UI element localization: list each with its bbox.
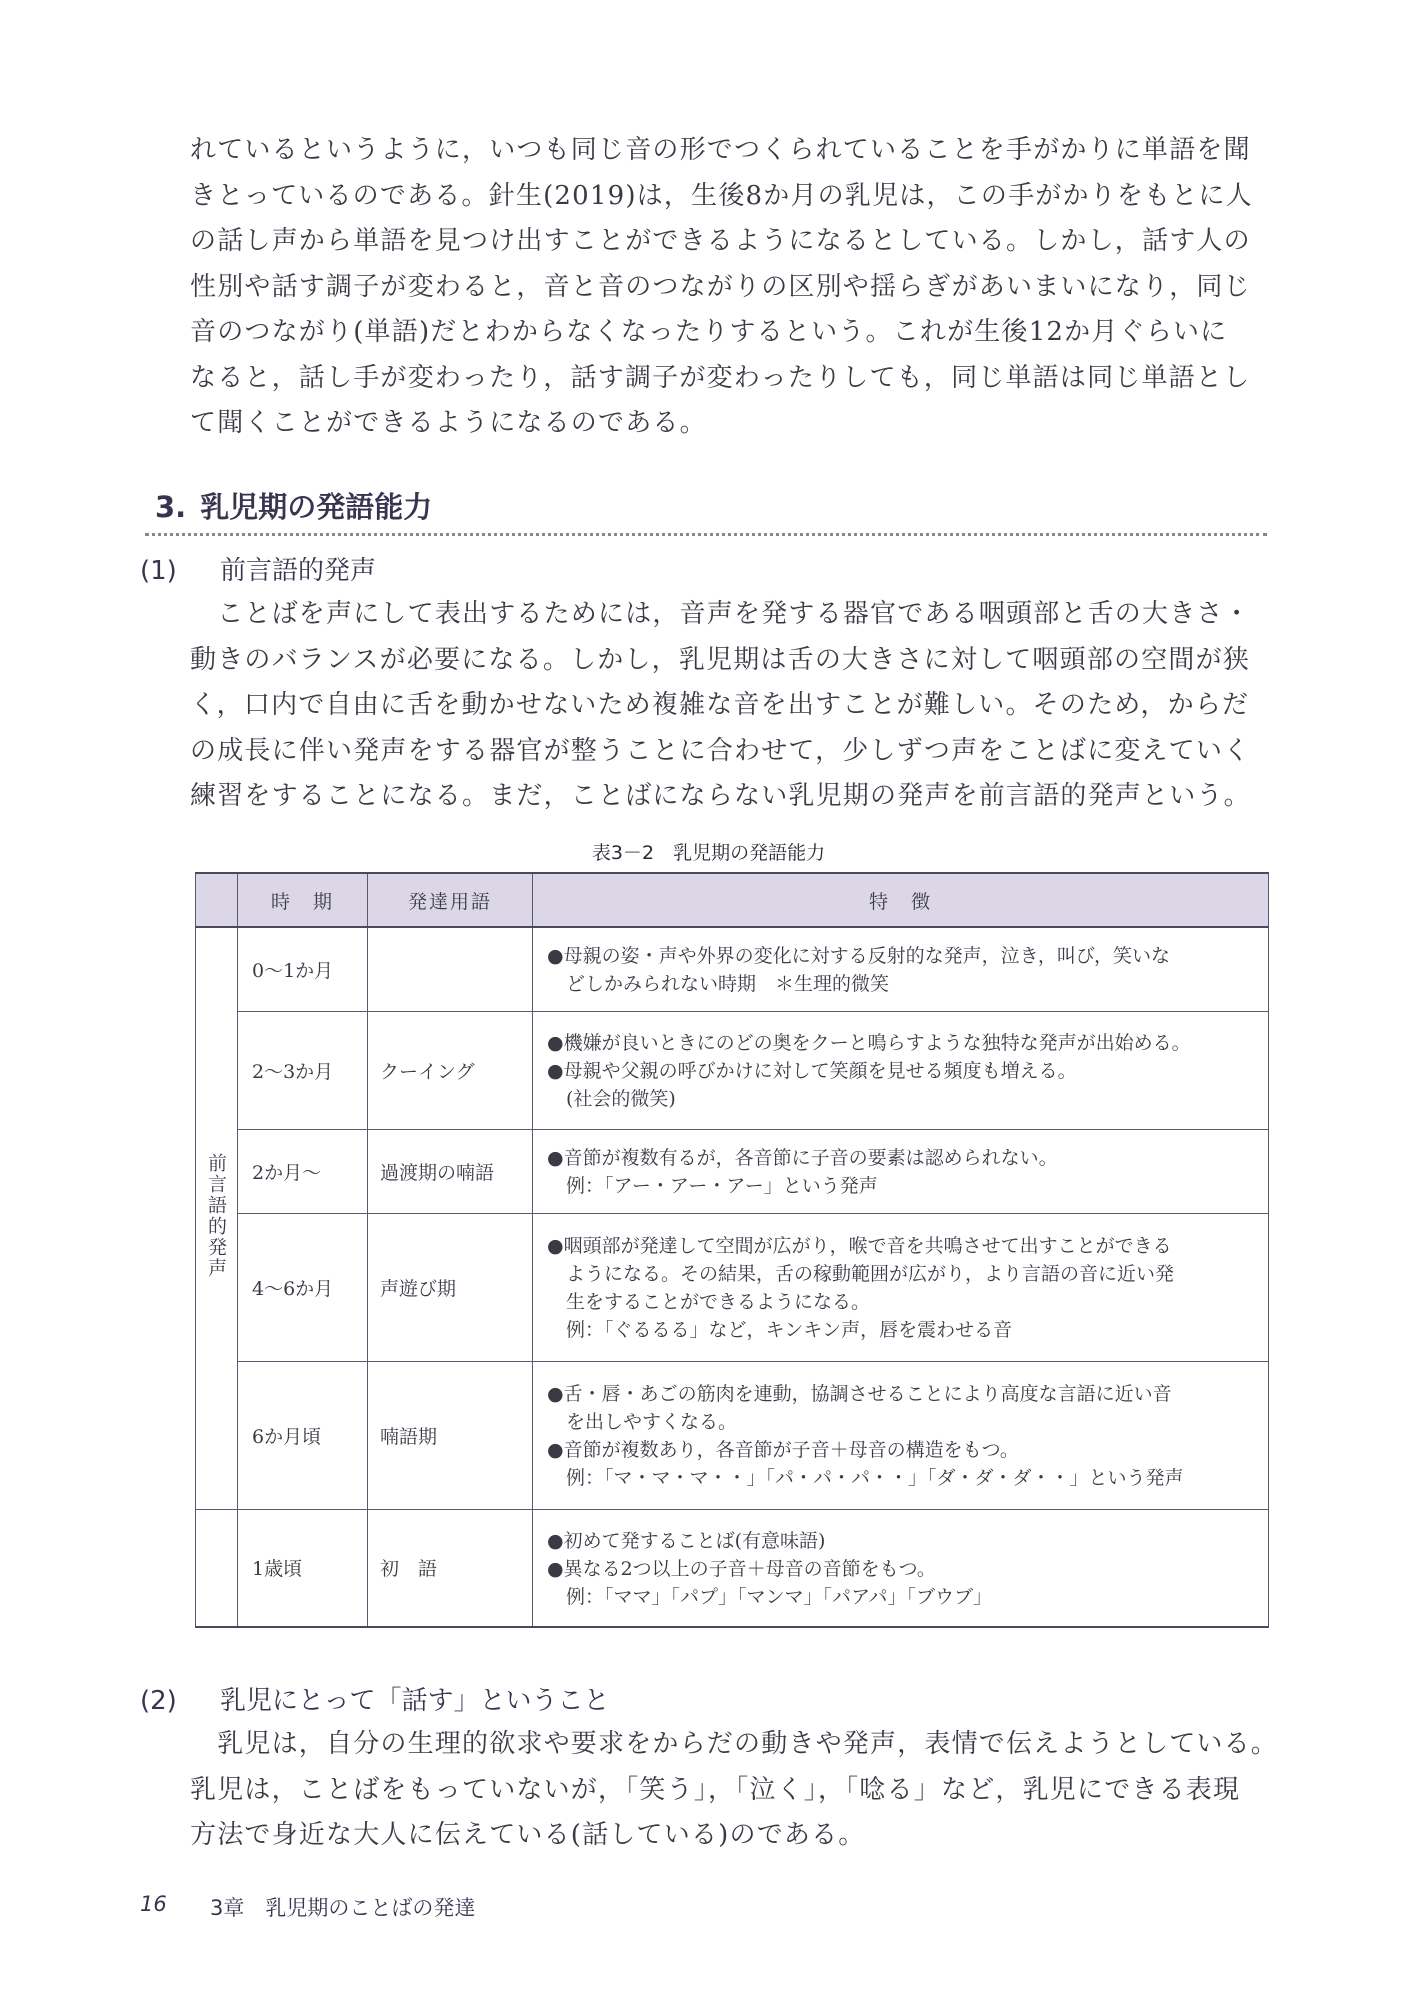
features-cell [533,1011,1269,1129]
term-cell: 過渡期の喃語 [368,1129,533,1213]
table-row [196,1509,1269,1627]
text-line: 方法で身近な大人に伝えている(話している)のである。 [190,1820,866,1850]
text-line: ことばを声にして表出するためには，音声を発する器官である咽頭部と舌の大きさ・ [190,599,1251,629]
running-footer: 3章 乳児期のことばの発達 [210,1896,476,1920]
period-cell: 4～6か月 [238,1213,368,1361]
section-number: 3. [155,490,187,524]
table-row [196,1011,1269,1129]
feature-line: ●音節が複数有るが，各音節に子音の要素は認められない。 [547,1147,1058,1169]
group-cell-empty [196,1509,238,1627]
feature-line: ●異なる2つ以上の子音＋母音の音節をもつ。 [547,1557,936,1580]
header-cell-term: 発達用語 [368,873,533,927]
text-line: の成長に伴い発声をする器官が整うことに合わせて，少しずつ声をことばに変えていく [190,735,1251,766]
text-line: きとっているのである。針生(2019)は，生後8か月の乳児は，この手がかりをもとに人 [190,180,1253,211]
feature-line: ●母親や父親の呼びかけに対して笑顔を見せる頻度も増える。 [547,1060,1077,1082]
table-row [196,927,1269,1011]
feature-line: ●舌・唇・あごの筋肉を連動，協調させることにより高度な言語に近い音 [547,1383,1172,1405]
prelinguistic-paragraph [190,592,1255,820]
table-row [196,1213,1269,1361]
feature-line: 生をすることができるようになる。 [547,1291,871,1313]
period-cell: 0～1か月 [238,927,368,1011]
feature-line: ●母親の姿・声や外界の変化に対する反射的な発声，泣き，叫び，笑いな [547,945,1171,968]
period-cell: 2か月～ [238,1129,368,1213]
text-line: く，口内で自由に舌を動かせないため複雑な音を出すことが難しい。そのため，からだ [190,690,1250,720]
period-cell: 2～3か月 [238,1011,368,1129]
table-row [196,1129,1269,1213]
term-cell: 声遊び期 [368,1213,533,1361]
header-cell-period: 時 期 [238,873,368,927]
subsection-heading-2 [140,1680,609,1717]
text-line: の話し声から単語を見つけ出すことができるようになるとしている。しかし，話す人の [190,226,1251,256]
group-cell [196,927,238,1509]
text-line: 練習をすることになる。まだ，ことばにならない乳児期の発声を前言語的発声という。 [190,781,1251,811]
feature-line: ●初めて発することば(有意味語) [547,1529,826,1552]
speaking-paragraph [190,1722,1279,1859]
features-cell [533,927,1269,1011]
table-header-row [196,873,1269,927]
feature-line: ようになる。その結果，舌の稼動範囲が広がり，より言語の音に近い発 [547,1263,1175,1285]
intro-paragraph [190,128,1255,447]
subsection-number: (2) [140,1686,177,1716]
period-cell: 6か月頃 [238,1361,368,1509]
text-line: 乳児は，ことばをもっていないが，「笑う」，「泣く」，「唸る」など，乳児にできる表現 [190,1774,1241,1805]
feature-line: を出しやすくなる。 [547,1411,738,1433]
header-cell-group [196,873,238,927]
section-divider [145,533,1267,536]
feature-line: 例：「アー・アー・アー」という発声 [547,1175,878,1197]
text-line: なると，話し手が変わったり，話す調子が変わったりしても，同じ単語は同じ単語とし [190,362,1251,393]
text-line: れているというように，いつも同じ音の形でつくられていることを手がかりに単語を聞 [190,135,1251,165]
table-row [196,1361,1269,1509]
section-title: 乳児期の発語能力 [200,490,433,524]
subsection-title: 乳児にとって「話す」ということ [220,1686,610,1716]
subsection-title: 前言語的発声 [220,556,377,586]
subsection-heading-1 [140,550,376,587]
feature-line: (社会的微笑) [547,1088,676,1110]
feature-line: 例：「ぐるるる」など，キンキン声，唇を震わせる音 [547,1319,1013,1341]
term-cell: クーイング [368,1011,533,1129]
feature-line: 例：「マ・マ・マ・・」「パ・パ・パ・・」「ダ・ダ・ダ・・」という発声 [547,1467,1184,1489]
group-label: 前言語的発声 [205,1152,227,1279]
features-cell [533,1129,1269,1213]
feature-line: ●機嫌が良いときにのどの奥をクーと鳴らすような独特な発声が出始める。 [547,1032,1191,1054]
speech-development-table [195,872,1269,1628]
period-cell: 1歳頃 [238,1509,368,1627]
features-cell [533,1509,1269,1627]
term-cell [368,927,533,1011]
section-heading [155,485,1265,527]
text-line: 動きのバランスが必要になる。しかし，乳児期は舌の大きさに対して咽頭部の空間が狭 [190,644,1251,675]
term-cell: 喃語期 [368,1361,533,1509]
text-line: て聞くことができるようになるのである。 [190,408,707,438]
subsection-number: (1) [140,556,177,586]
features-cell [533,1213,1269,1361]
feature-line: 例：「ママ」「パプ」「マンマ」「パアパ」「ブウブ」 [547,1585,992,1608]
feature-line: ●音節が複数あり，各音節が子音＋母音の構造をもつ。 [547,1439,1019,1461]
header-cell-features: 特 徴 [533,873,1269,927]
feature-line: ●咽頭部が発達して空間が広がり，喉で音を共鳴させて出すことができる [547,1235,1172,1257]
table-caption: 表3－2 乳児期の発語能力 [591,842,826,864]
text-line: 性別や話す調子が変わると，音と音のつながりの区別や揺らぎがあいまいになり，同じ [190,271,1251,302]
term-cell: 初 語 [368,1509,533,1627]
text-line: 乳児は，自分の生理的欲求や要求をからだの動きや発声，表情で伝えようとしている。 [190,1729,1279,1759]
features-cell [533,1361,1269,1509]
feature-line: どしかみられない時期 ＊生理的微笑 [547,973,890,996]
text-line: 音のつながり(単語)だとわからなくなったりするという。これが生後12か月ぐらいに [190,317,1228,347]
page-number: 16 [140,1892,167,1916]
